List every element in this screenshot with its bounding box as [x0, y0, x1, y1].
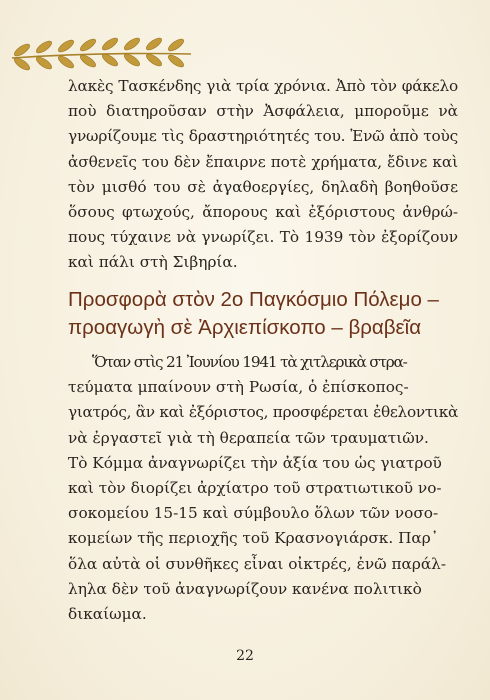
text-line: καὶ πάλι στὴ Σιβηρία.: [68, 253, 238, 272]
text-line: σοκομείου 15-15 καὶ σύμβουλο ὅλων τῶν νοσο-: [68, 504, 439, 523]
text-line: ὅσους φτωχούς, ἄπορους καὶ ἐξόριστους ἀνθρώ-: [68, 203, 458, 222]
text-line: δικαίωμα.: [68, 605, 147, 624]
text-line: κομείων τῆς περιοχῆς τοῦ Κρασνογιάρσκ. Παρ᾿: [68, 529, 439, 548]
text-line: γιατρός, ἂν καὶ ἐξόριστος, προσφέρεται ἐθελοντικὰ: [68, 403, 459, 422]
laurel-branch-icon: [8, 30, 193, 72]
heading-line: Προσφορὰ στὸν 2ο Παγκόσμιο Πόλεμο –: [68, 288, 439, 311]
text-line: νὰ ἐργαστεῖ γιὰ τὴ θεραπεία τῶν τραυματιῶν.: [68, 428, 429, 447]
paragraph-continued: [68, 74, 458, 276]
page-number: 22: [236, 648, 254, 664]
text-line: τὸν μισθό του σὲ ἀγαθοεργίες, δηλαδὴ βοηθοῦσε: [68, 177, 458, 196]
text-line: ληλα δὲν τοῦ ἀναγνωρίζουν κανένα πολιτικὸ: [68, 579, 422, 598]
text-line: ποὺ διατηροῦσαν στὴν Ἀσφάλεια, μποροῦμε νὰ: [68, 102, 458, 121]
text-line: Ὅταν στὶς 21 Ἰουνίου 1941 τὰ χιτλερικὰ στρα-: [92, 353, 407, 371]
text-line: λακὲς Τασκένδης γιὰ τρία χρόνια. Ἀπὸ τὸν φάκελο: [68, 77, 458, 95]
text-line: πους τύχαινε νὰ γνωρίζει. Τὸ 1939 τὸν ἐξορίζουν: [68, 228, 458, 247]
section-heading: [68, 286, 460, 342]
text-line: καὶ τὸν διορίζει ἀρχίατρο τοῦ στρατιωτικοῦ νο-: [68, 479, 442, 498]
text-line: γνωρίζουμε τὶς δραστηριότητές του. Ἐνῶ ἀπὸ τοὺς: [68, 127, 458, 146]
text-line: Τὸ Κόμμα ἀναγνωρίζει τὴν ἀξία του ὡς γιατροῦ: [68, 453, 442, 472]
text-line: ἀσθενεῖς του δὲν ἔπαιρνε ποτὲ χρήματα, ἔδινε καὶ: [68, 152, 458, 171]
paragraph-section: [68, 350, 458, 627]
heading-line: προαγωγὴ σὲ Ἀρχιεπίσκοπο – βραβεῖα: [68, 316, 422, 339]
text-line: ὅλα αὐτὰ οἱ συνθῆκες εἶναι οἰκτρές, ἐνῶ παράλ-: [68, 554, 447, 573]
text-line: τεύματα μπαίνουν στὴ Ρωσία, ὁ ἐπίσκοπος-: [68, 378, 409, 397]
